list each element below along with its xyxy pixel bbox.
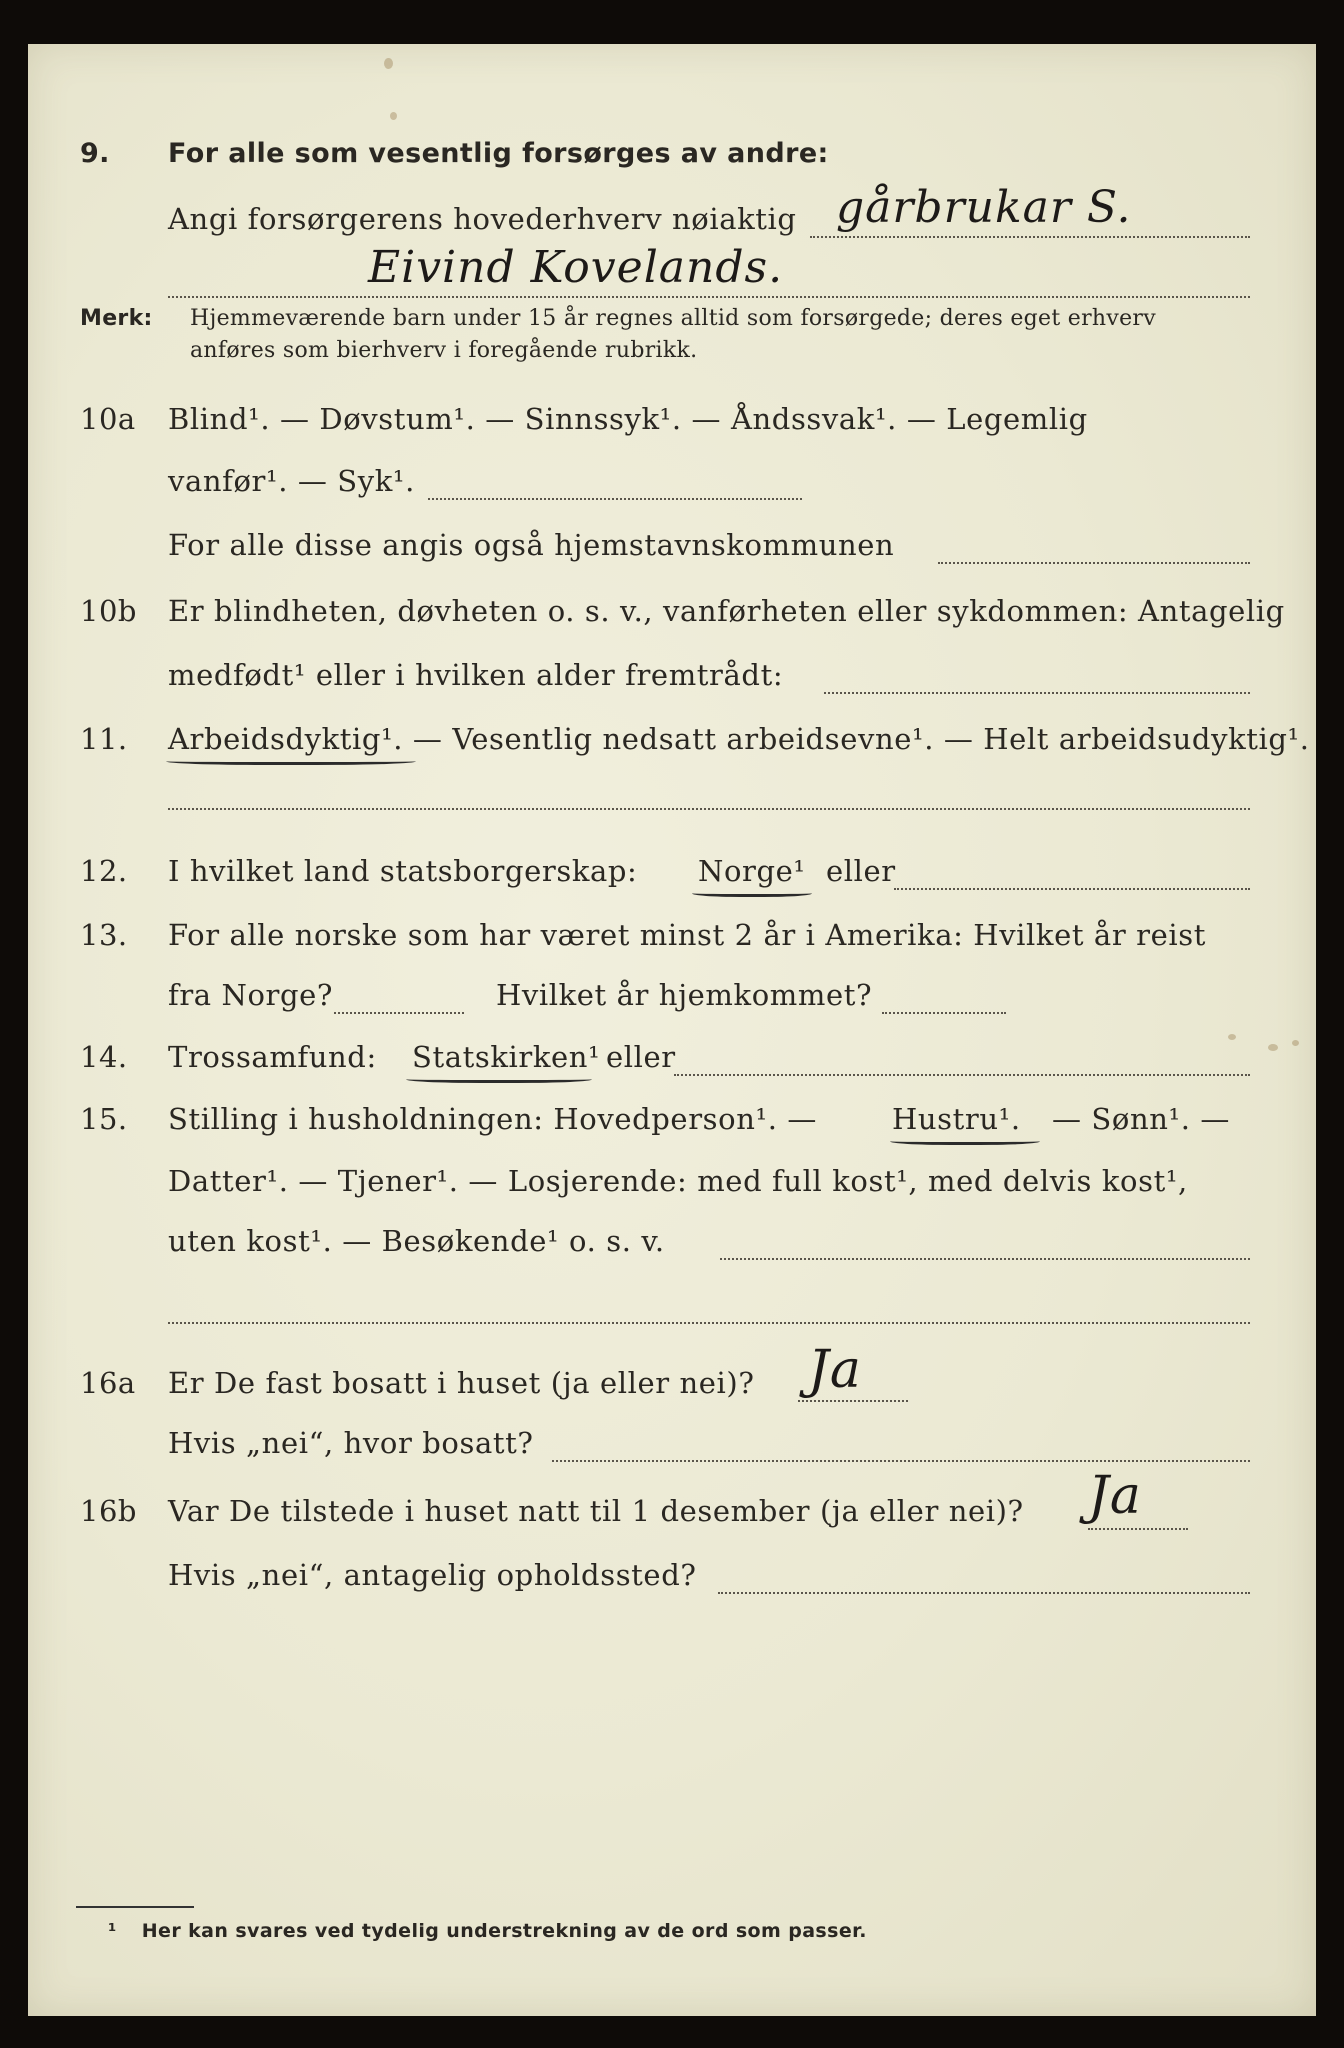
question-10b-line2 [28,652,1316,704]
answer-line[interactable] [824,692,1250,694]
footnote-mark: ¹ [108,1920,117,1942]
provider-occupation-answer: gårbrukar S. [836,182,1132,233]
stain-mark [384,58,393,69]
answer-line[interactable] [168,808,1250,810]
footnote-rule [76,1906,194,1908]
question-10a-line3 [28,522,1316,574]
underline-mark-hustru [890,1136,1040,1145]
emigration-year-label: fra Norge? [168,978,334,1012]
answer-line[interactable] [674,1074,1250,1076]
answer-line[interactable] [798,1400,908,1402]
answer-line[interactable] [882,1012,1006,1014]
presence-question: Var De tilstede i huset natt til 1 desember (ja eller nei)? [168,1494,1024,1528]
religion-choice: Statskirken¹ [412,1040,601,1074]
answer-line[interactable] [720,1258,1250,1260]
question-15-line4 [28,1282,1316,1334]
religion-label: Trossamfund: [168,1040,377,1074]
question-9-line1 [28,182,1316,248]
question-number: 15. [80,1102,128,1136]
question-number: 9. [80,138,110,169]
household-position-options-line3: uten kost¹. — Besøkende¹ o. s. v. [168,1224,665,1258]
answer-line[interactable] [334,1012,464,1014]
question-11 [28,716,1316,768]
question-13 [28,912,1316,964]
question-9 [28,132,1316,184]
question-number: 13. [80,918,128,952]
question-text-line1: Blind¹. — Døvstum¹. — Sinnssyk¹. — Åndssvak¹. — Legemlig [168,402,1088,436]
return-year-label: Hvilket år hjemkommet? [496,978,873,1012]
question-16a [28,1340,1316,1412]
question-number: 16b [80,1494,137,1528]
underline-mark-norge [692,888,812,897]
question-text-line1: For alle norske som har været minst 2 år i Amerika: Hvilket år reist [168,918,1206,952]
question-16b [28,1466,1316,1540]
note-text-line1: Hjemmeværende barn under 15 år regnes alltid som forsørgede; deres eget erhverv [190,306,1156,331]
question-10a-line2 [28,458,1316,510]
answer-line[interactable] [168,296,1250,298]
answer-line[interactable] [428,498,802,500]
question-12 [28,848,1316,900]
question-text-line2: medfødt¹ eller i hvilken alder fremtrådt: [168,658,784,692]
work-capacity-options: Arbeidsdyktig¹. — Vesentlig nedsatt arbeidsevne¹. — Helt arbeidsudyktig¹. [168,722,1310,756]
note-text-line2: anføres som bierhverv i foregående rubrikk. [190,338,698,363]
permanent-residence-question: Er De fast bosatt i huset (ja eller nei)? [168,1366,755,1400]
underline-mark-arbeidsdyktig [166,756,416,765]
footnote-text: Her kan svares ved tydelig understrekning av de ord som passer. [141,1920,867,1942]
footnote [108,1920,867,1942]
question-14 [28,1034,1316,1086]
answer-line[interactable] [1088,1528,1188,1530]
answer-line[interactable] [894,888,1250,890]
answer-line[interactable] [810,236,1250,238]
census-form-page [28,44,1316,2016]
citizenship-choice: Norge¹ [698,854,806,888]
presence-answer: Ja [1088,1466,1142,1526]
citizenship-suffix: eller [826,854,896,888]
religion-suffix: eller [606,1040,676,1074]
question-10a [28,396,1316,448]
note-label: Merk: [80,306,153,331]
question-text-line3: For alle disse angis også hjemstavnskommunen [168,528,895,562]
question-15 [28,1096,1316,1148]
answer-line[interactable] [718,1592,1250,1594]
question-number: 12. [80,854,128,888]
household-position-options-c: — Sønn¹. — [1052,1102,1230,1136]
residence-location-label: Hvis „nei“, hvor bosatt? [168,1426,534,1460]
underline-mark-statskirken [406,1074,592,1083]
question-title: For alle som vesentlig forsørges av andre: [168,138,829,169]
question-11-line2 [28,768,1316,820]
citizenship-label: I hvilket land statsborgerskap: [168,854,638,888]
question-15-line2 [28,1158,1316,1210]
household-position-choice: Hustru¹. [892,1102,1021,1136]
question-16a-line2 [28,1420,1316,1472]
stain-mark [390,112,397,120]
answer-line[interactable] [938,562,1250,564]
household-position-options-line2: Datter¹. — Tjener¹. — Losjerende: med full kost¹, med delvis kost¹, [168,1164,1188,1198]
question-number: 10a [80,402,136,436]
question-text-line1: Er blindheten, døvheten o. s. v., vanførheten eller sykdommen: Antagelig [168,594,1285,628]
question-text-line2: vanfør¹. — Syk¹. [168,464,415,498]
question-number: 16a [80,1366,136,1400]
answer-line[interactable] [168,1322,1250,1324]
permanent-residence-answer: Ja [808,1340,862,1400]
question-16b-line2 [28,1552,1316,1604]
question-10b [28,588,1316,640]
question-number: 14. [80,1040,128,1074]
question-number: 10b [80,594,137,628]
answer-line[interactable] [552,1460,1250,1462]
temporary-location-label: Hvis „nei“, antagelig opholdssted? [168,1558,697,1592]
question-13-line2 [28,972,1316,1024]
note-merk-line2 [28,332,1316,384]
question-15-line3 [28,1218,1316,1270]
household-position-options-a: Stilling i husholdningen: Hovedperson¹. — [168,1102,817,1136]
provider-occupation-label: Angi forsørgerens hovederhverv nøiaktig [168,202,797,236]
question-number: 11. [80,722,128,756]
provider-name-answer: Eivind Kovelands. [368,242,784,293]
